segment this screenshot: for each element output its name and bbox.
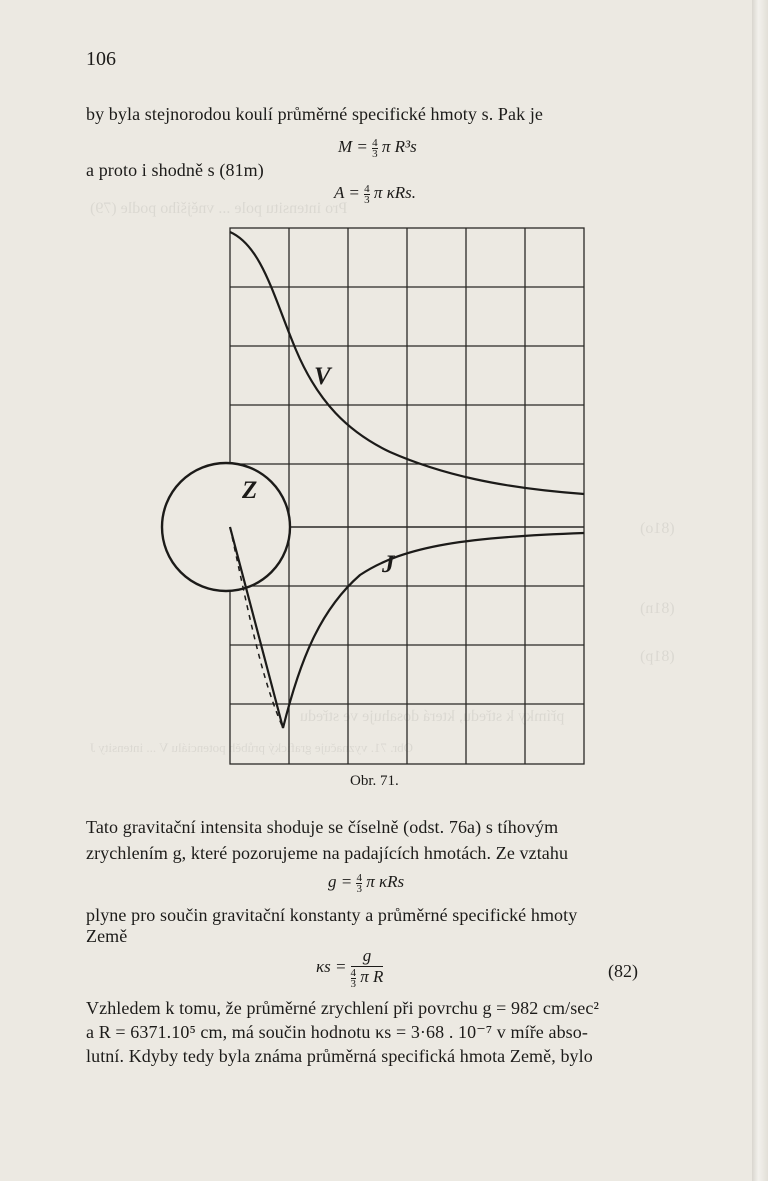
g-formula [328, 872, 404, 894]
formula-part: π κRs. [373, 183, 416, 202]
text-line: zrychlením g, které pozorujeme na padajících hmotách. Ze vztahu [86, 843, 569, 863]
text-line: a proto i shodně s (81m) [86, 160, 264, 180]
earth-circle [162, 463, 290, 591]
curve-label-v: V [314, 363, 331, 390]
fraction-denominator: 3 [356, 882, 362, 895]
text-line: Vzhledem k tomu, že průměrné zrychlení při povrchu g = 982 cm/sec² [86, 998, 599, 1018]
text-line: Tato gravitační intensita shoduje se číselně (odst. 76a) s tíhovým [86, 817, 559, 837]
formula-part: κs = [316, 957, 347, 977]
ks-formula [316, 946, 383, 989]
text-line: lutní. Kdyby tedy byla známa průměrná specifická hmota Země, bylo [86, 1046, 593, 1066]
curve-label-j: J [382, 551, 395, 578]
fraction [356, 873, 362, 894]
bleed-through-line: Obr. 71. vyznačuje grafický průběh potenciálu V ... intensity J [90, 740, 414, 755]
formula-part: π κRs [366, 872, 405, 891]
formula-part: π R³s [381, 137, 417, 156]
text-line: plyne pro součin gravitační konstanty a průměrné specifické hmoty [86, 905, 578, 925]
formula-part: A = [334, 183, 365, 202]
page-edge [752, 0, 768, 1181]
big-fraction-denominator [351, 967, 384, 989]
page-number: 106 [86, 48, 116, 70]
bleed-through-line: přímky k středu, která dosahuje ve středu [300, 708, 565, 725]
fraction-denominator: 3 [350, 977, 356, 990]
fraction-numerator: 4 [372, 136, 378, 149]
text-line: Země [86, 926, 128, 946]
text-line: a R = 6371.10⁵ cm, má součin hodnotu κs = 3·68 . 10⁻⁷ v míře abso- [86, 1022, 588, 1042]
formula-part: g = [328, 872, 357, 891]
text-line: by byla stejnorodou koulí průměrné specifické hmoty s. Pak je [86, 104, 544, 124]
big-fraction-numerator: g [351, 946, 384, 967]
fraction-numerator: 4 [364, 182, 370, 195]
fraction-denominator: 3 [372, 147, 378, 160]
circle-label-z: Z [242, 477, 258, 504]
fraction [351, 968, 357, 989]
bleed-through-line: (81o) [640, 520, 675, 537]
formula-part: M = [338, 137, 373, 156]
fraction-numerator: 4 [356, 871, 362, 884]
bleed-through-line: (81p) [640, 648, 675, 665]
fraction-denominator: 3 [364, 193, 370, 206]
equation-number: (82) [608, 961, 638, 981]
formula-part: π R [360, 967, 384, 986]
big-fraction [351, 946, 384, 989]
bleed-through-line: (81n) [640, 600, 675, 617]
fraction-numerator: 4 [350, 966, 356, 979]
figure-caption: Obr. 71. [350, 773, 399, 789]
bleed-through-line: Pro intensitu pole ... vnějšího podle (79) [90, 200, 348, 217]
